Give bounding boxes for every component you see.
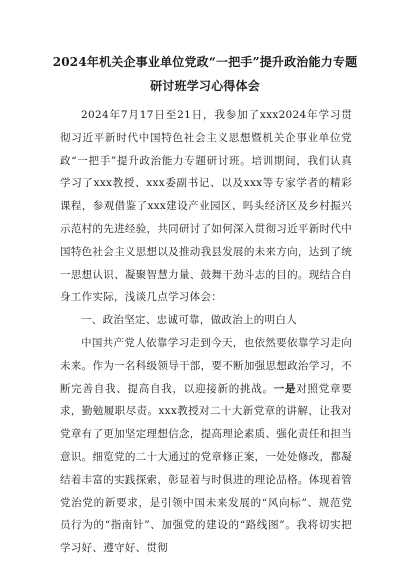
document-title-line-1: 2024年机关企事业单位党政“一把手”提升政治能力专题 xyxy=(52,55,358,69)
document-title-line-2: 研讨班学习心得体会 xyxy=(150,79,260,93)
paragraph-study xyxy=(60,332,352,560)
paragraph-study-text-1: 中国共产党人依靠学习走到今天，也依然要依靠学习走向未来。作为一名科级领导干部，要不断加强思想政治学习，不断完善自我、提高自我，以迎接新的挑战。 xyxy=(60,336,352,395)
paragraph-study-bold-marker: 一是 xyxy=(273,382,297,395)
section-heading-1: 一、政治坚定、忠诚可靠，做政治上的明白人 xyxy=(81,314,297,327)
document-body xyxy=(60,104,352,560)
paragraph-study-text-2: 对照党章要求，勤勉履职尽责。xxx教授对二十大新党章的讲解，让我对党章有了更加坚定理想信念，提高理论素质、强化责任和担当意识。细览党的二十大通过的党章修正案，一处处修改，都凝结着丰富的实践探索，彰显着与时俱进的理论品格。体现着管党治党的新要求，是引领中国未来发展的“风向标”、规范党员行为的“指南针”、加强党的建设的“路线图”。我将切实把学习好、遵守好、贯彻 xyxy=(60,382,352,555)
paragraph-intro: 2024年7月17日至21日，我参加了xxx2024年学习贯彻习近平新时代中国特色社会主义思想暨机关企事业单位党政“一把手”提升政治能力专题研讨班。培训期间，我们认真学习了xxx教授、xxx委副书记、以及xxx等专家学者的精彩课程，参观借鉴了xxx建设产业园区、吗头经济区及乡村振兴示范村的先进经验，共同研讨了如何深入贯彻习近平新时代中国特色社会主义思想以及推动我县发展的未来方向，达到了统一思想认识、凝聚智慧力量、鼓舞干劲斗志的目的。现结合自身工作实际，浅谈几点学习体会： xyxy=(60,109,352,304)
